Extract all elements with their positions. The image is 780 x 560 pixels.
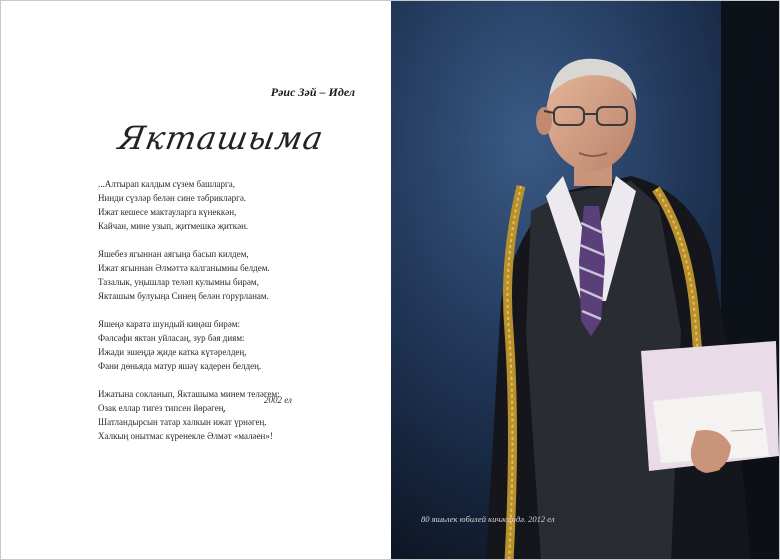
poem-line: Нинди сүзләр белән сине тәбрикләргә. bbox=[98, 193, 247, 203]
poem-line: Яшеңә карата шундый киңәш бирәм: bbox=[98, 319, 240, 329]
poem-title: Якташыма bbox=[115, 119, 327, 157]
poem-line: Шатландырсын татар халкын ижат үрнәгең. bbox=[98, 417, 267, 427]
poem-line: Халкың онытмас күренекле Әлмәт «маләен»! bbox=[98, 431, 273, 441]
poem-line: Озак еллар тигез типсен йөрәгең, bbox=[98, 403, 226, 413]
photo-page bbox=[391, 1, 780, 560]
poem-year: 2002 ел bbox=[264, 395, 292, 405]
portrait-photo bbox=[391, 1, 780, 560]
poem-line: Ижат кешесе мактауларга күнеккән, bbox=[98, 207, 237, 217]
left-page bbox=[1, 1, 391, 559]
poem-author: Рәис Зәй – Идел bbox=[270, 85, 355, 99]
poem-line: Ижат ягыннан Әлмәттә калганымны белдем. bbox=[98, 263, 270, 273]
poem-line: ...Алтырап калдым сүзем башларга, bbox=[98, 179, 235, 189]
poem-stanza bbox=[98, 317, 303, 373]
poem-stanza bbox=[98, 177, 303, 233]
poem-body bbox=[98, 177, 303, 457]
poem-line: Фәлсәфи яктан уйласаң, зур бәя диям: bbox=[98, 333, 245, 343]
poem-stanza bbox=[98, 247, 303, 303]
poem-line: Фани дөньяда матур яшәү кадерен белдең. bbox=[98, 361, 262, 371]
poem-line: Тазалык, уңышлар теләп кулымны бирәм, bbox=[98, 277, 259, 287]
poem-line: Ижатына сокланып, Якташыма минем теләгем: bbox=[98, 389, 280, 399]
poem-line: Якташым булуыңа Синең белән горурланам. bbox=[98, 291, 269, 301]
poem-line: Ижади эшеңдә җиде катка күтәрелдең, bbox=[98, 347, 247, 357]
poem-line: Яшебез ягыннан аягыңа басып килдем, bbox=[98, 249, 249, 259]
poem-line: Кайчан, мине узып, җитмешкә җиткән. bbox=[98, 221, 249, 231]
photo-caption: 80 яшьлек юбилей кичәсендә. 2012 ел bbox=[421, 514, 555, 524]
